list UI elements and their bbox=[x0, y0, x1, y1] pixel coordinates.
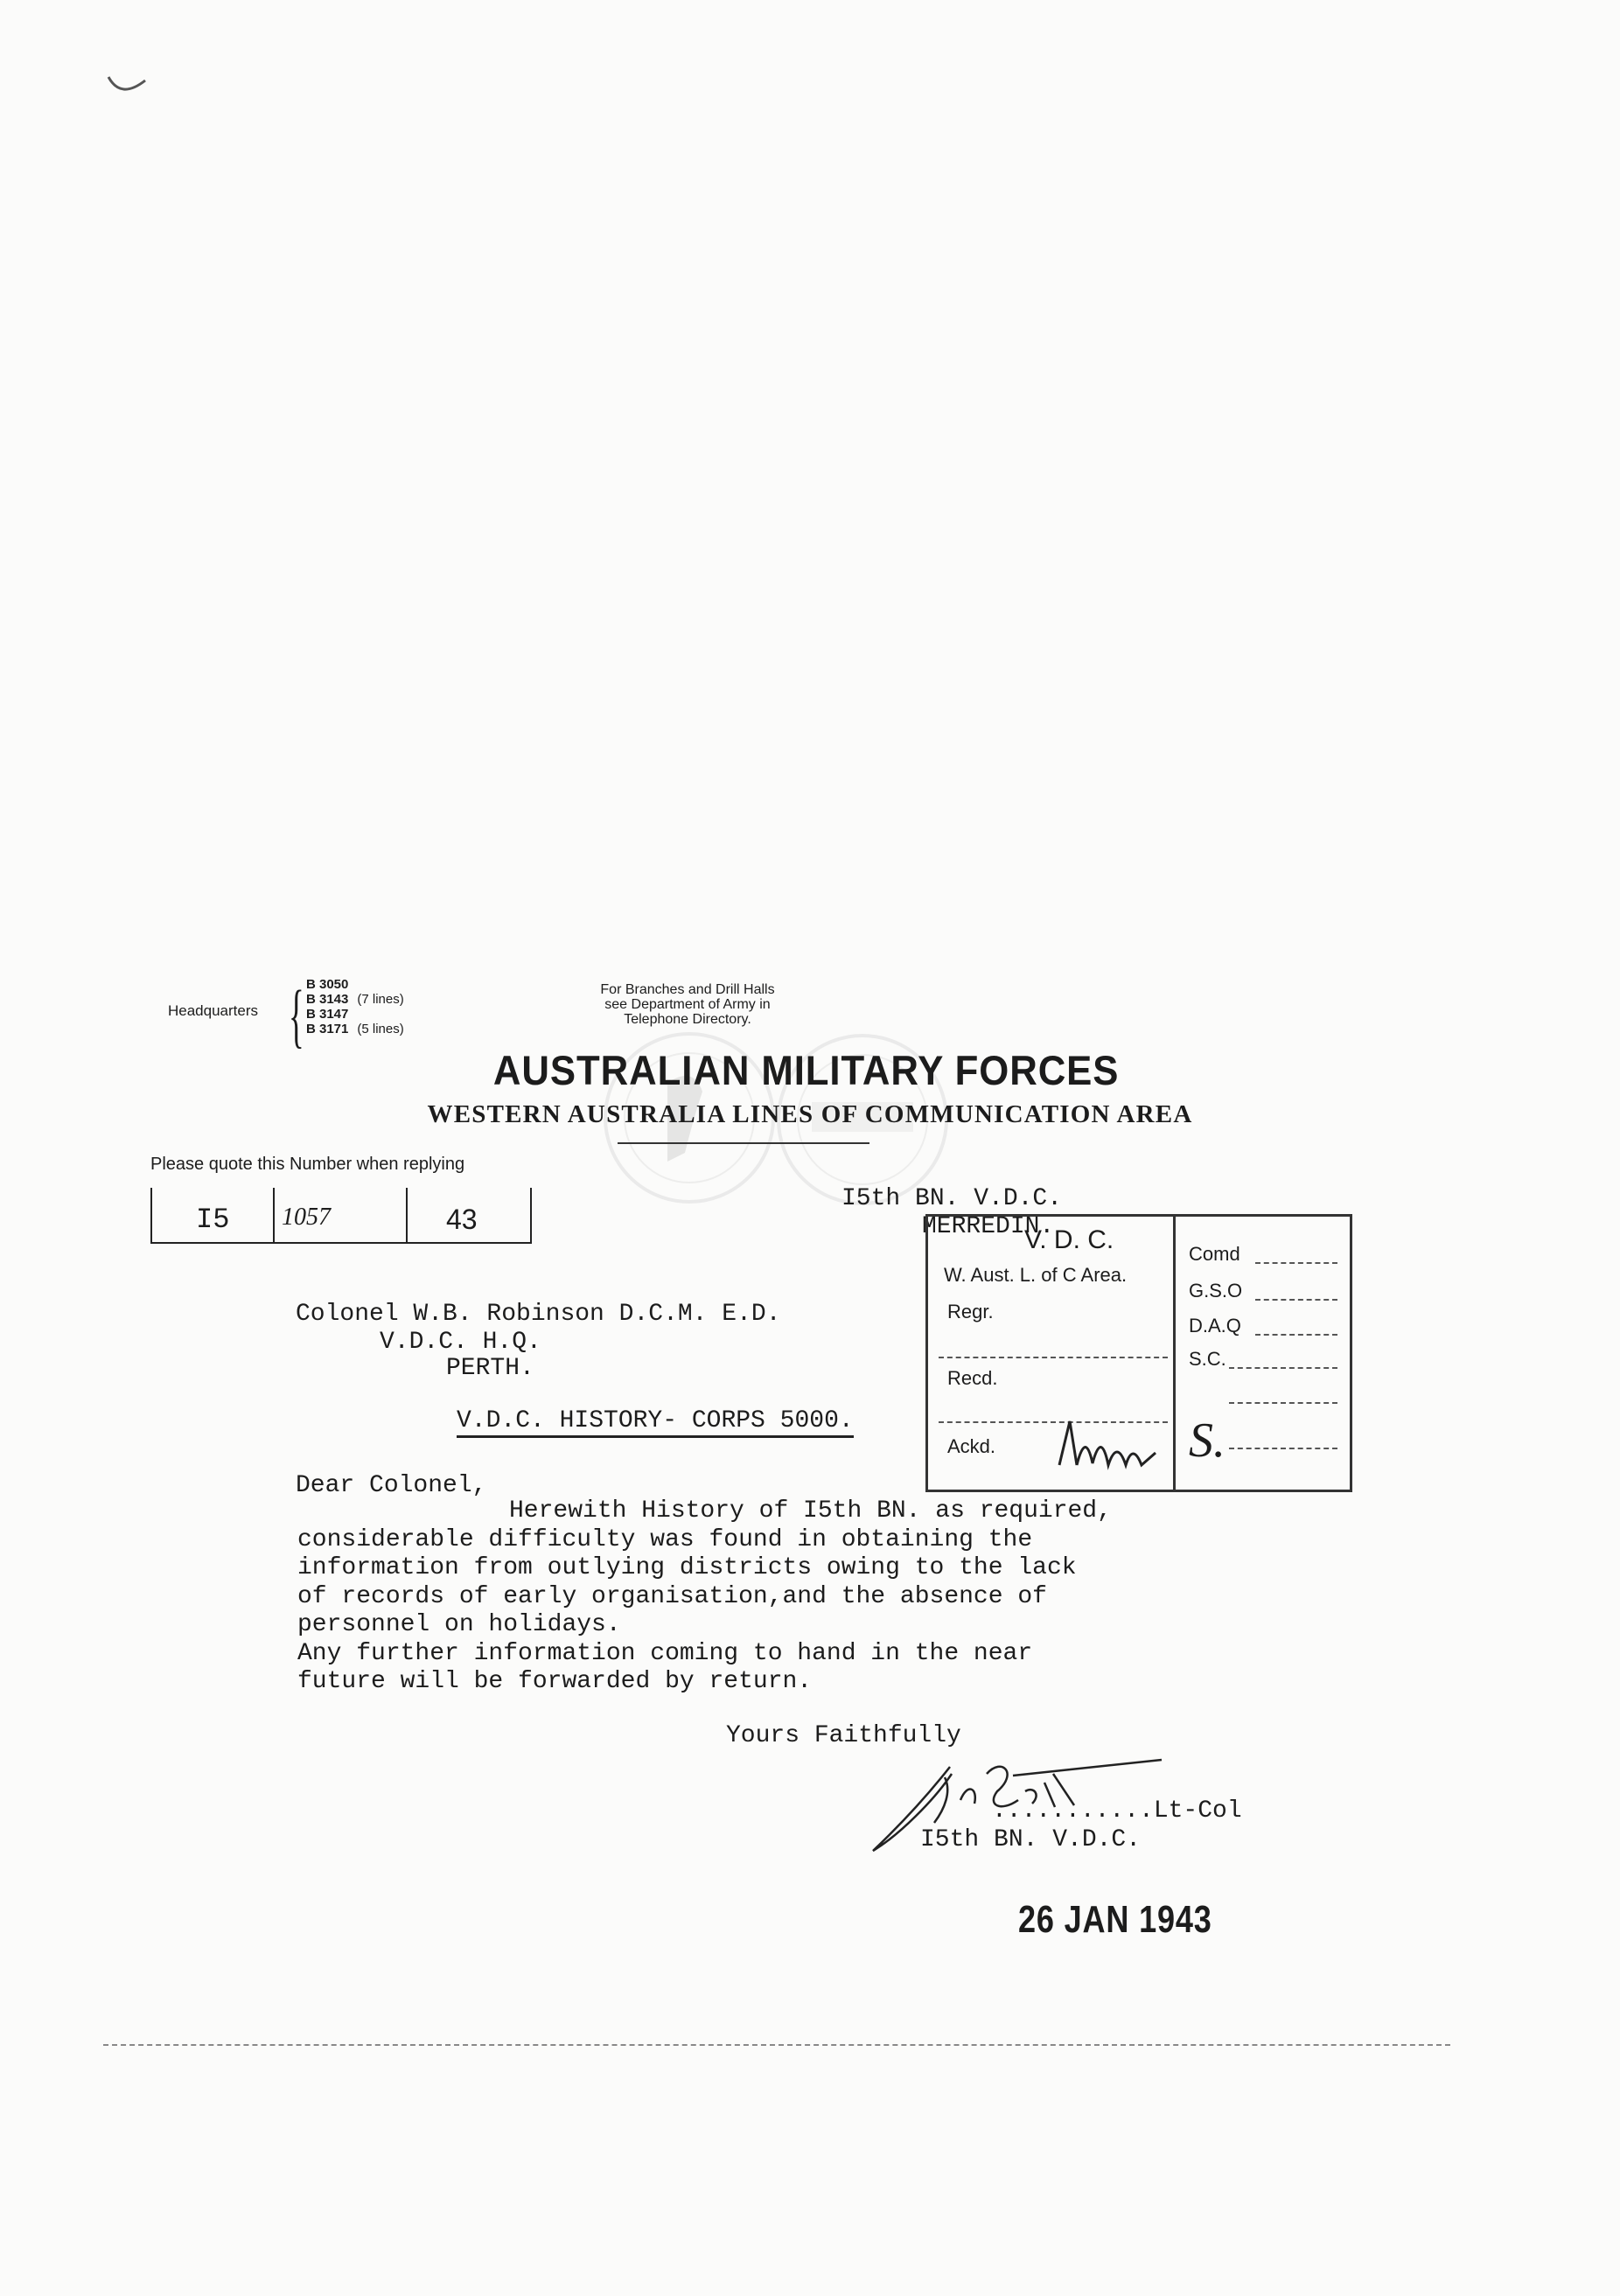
stamp-field-daq: D.A.Q bbox=[1189, 1315, 1241, 1336]
stamp-field-recd: Recd. bbox=[947, 1367, 998, 1389]
body-line: information from outlying districts owing to the lack bbox=[297, 1554, 1077, 1581]
date-received-stamp: 26 JAN 1943 bbox=[1018, 1898, 1212, 1941]
letterhead-subtitle: WESTERN AUSTRALIA LINES OF COMMUNICATION AREA bbox=[427, 1100, 1193, 1128]
headquarters-label: Headquarters bbox=[168, 1002, 259, 1019]
branches-note: For Branches and Drill Halls see Department of Army in Telephone Directory. bbox=[600, 982, 775, 1027]
body-line: of records of early organisation,and the absence of bbox=[297, 1583, 1047, 1610]
subject-line: V.D.C. HISTORY- CORPS 5000. bbox=[457, 1406, 854, 1438]
sender-unit: I5th BN. V.D.C. bbox=[841, 1185, 1063, 1212]
stamp-field-sc: S.C. bbox=[1189, 1348, 1226, 1370]
stamp-field-gso: G.S.O bbox=[1189, 1280, 1243, 1302]
reference-number-box bbox=[150, 1188, 532, 1244]
closing: Yours Faithfully bbox=[726, 1722, 961, 1749]
page-bottom-rule bbox=[103, 2044, 1450, 2046]
title-rule bbox=[618, 1142, 869, 1144]
receipt-stamp bbox=[925, 1214, 1352, 1492]
quote-number-label: Please quote this Number when replying bbox=[150, 1155, 465, 1174]
phone-line: B 3050 bbox=[306, 977, 349, 992]
ref-part-3: 43 bbox=[446, 1204, 478, 1235]
ref-part-1: I5 bbox=[196, 1204, 230, 1236]
phone-line: B 3143 (7 lines) bbox=[306, 992, 404, 1007]
stamp-field-regr: Regr. bbox=[947, 1301, 994, 1322]
addressee-line-1: Colonel W.B. Robinson D.C.M. E.D. bbox=[296, 1301, 781, 1328]
addressee-line-2: V.D.C. H.Q. bbox=[380, 1329, 541, 1356]
body-line: Herewith History of I5th BN. as required, bbox=[509, 1497, 1112, 1525]
body-line: Any further information coming to hand in the near bbox=[297, 1640, 1033, 1667]
salutation: Dear Colonel, bbox=[296, 1472, 487, 1499]
phone-line: B 3171 (5 lines) bbox=[306, 1022, 404, 1036]
body-line: future will be forwarded by return. bbox=[297, 1668, 813, 1695]
phone-line: B 3147 bbox=[306, 1007, 349, 1022]
ref-part-2: 1057 bbox=[282, 1204, 331, 1231]
stamp-initials-scrawl bbox=[1051, 1404, 1164, 1483]
stamp-area: W. Aust. L. of C Area. bbox=[944, 1264, 1128, 1286]
signature-rank-line: ...........Lt-Col bbox=[992, 1797, 1242, 1825]
signature-unit: I5th BN. V.D.C. bbox=[920, 1826, 1142, 1853]
stamp-field-comd: Comd bbox=[1189, 1243, 1240, 1265]
letterhead-title: AUSTRALIAN MILITARY FORCES bbox=[493, 1047, 1120, 1093]
sender-location: MERREDIN. bbox=[922, 1213, 1055, 1240]
stamp-title: V. D. C. bbox=[1024, 1225, 1114, 1254]
body-line: personnel on holidays. bbox=[297, 1611, 621, 1638]
punch-hole-mark bbox=[103, 61, 156, 105]
phone-brace: { bbox=[289, 975, 304, 1055]
stamp-field-ackd: Ackd. bbox=[947, 1435, 996, 1457]
addressee-line-3: PERTH. bbox=[446, 1355, 534, 1382]
body-line: considerable difficulty was found in obtaining the bbox=[297, 1526, 1033, 1553]
stamp-initial-mark: S. bbox=[1189, 1413, 1225, 1468]
